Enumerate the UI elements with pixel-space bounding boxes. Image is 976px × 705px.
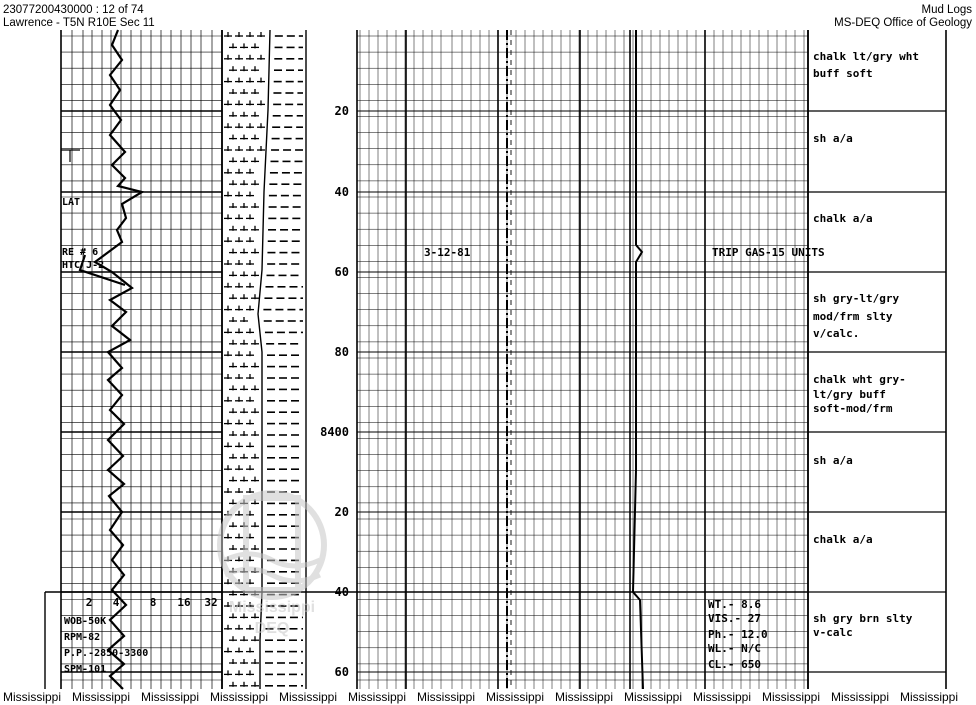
footer-watermark-word: Mississippi — [486, 690, 545, 704]
depth-label: 60 — [334, 665, 349, 679]
lithology-description: buff soft — [813, 67, 873, 80]
depth-label: 20 — [334, 104, 349, 118]
left-track-note: RE # 6 — [62, 247, 99, 258]
footer-watermark-word: Mississippi — [210, 690, 269, 704]
header-right-line1: Mud Logs — [921, 4, 972, 16]
left-track-note: LAT — [62, 197, 81, 208]
depth-label: 40 — [334, 585, 349, 599]
footer-watermark-word: Mississippi — [348, 690, 407, 704]
drill-scale-label: 4 — [112, 596, 120, 609]
lithology-description: sh a/a — [813, 132, 853, 145]
left-track-grid — [61, 30, 222, 689]
depth-label: 8400 — [320, 425, 349, 439]
footer-watermark-word: Mississippi — [624, 690, 683, 704]
drill-parameter: RPM-82 — [64, 632, 101, 643]
footer-watermark-word: Mississippi — [762, 690, 821, 704]
footer-watermark-word: Mississippi — [831, 690, 890, 704]
footer-watermark-word: Mississippi — [72, 690, 131, 704]
date-note: 3-12-81 — [424, 246, 471, 259]
depth-label: 20 — [334, 505, 349, 519]
mud-property: Ph.- 12.0 — [708, 628, 768, 641]
watermark-text: DEQ — [254, 620, 290, 637]
header-right-line2: MS-DEQ Office of Geology — [834, 17, 972, 29]
lithology-description-column — [808, 30, 946, 689]
footer-watermark-word: Mississippi — [3, 690, 62, 704]
lithology-description: mod/frm slty — [813, 310, 893, 323]
header-left-line1: 23077200430000 : 12 of 74 — [3, 4, 144, 16]
drill-scale-label: 8 — [149, 596, 157, 609]
lithology-description: chalk wht gry- — [813, 373, 906, 386]
drill-scale-label: 16 — [177, 596, 191, 609]
drill-scale-label: 2 — [85, 596, 93, 609]
log-curves — [80, 30, 643, 689]
footer-watermark-word: Mississippi — [900, 690, 959, 704]
footer-watermark-word: Mississippi — [693, 690, 752, 704]
mud-property: WT.- 8.6 — [708, 598, 761, 611]
header-left-line2: Lawrence - T5N R10E Sec 11 — [3, 17, 155, 29]
mud-property: VIS.- 27 — [708, 612, 761, 625]
footer-watermark-word: Mississippi — [279, 690, 338, 704]
lithology-description: chalk a/a — [813, 212, 873, 225]
watermark-text: Mississippi — [228, 599, 316, 616]
drill-parameter: WOB-50K — [64, 616, 107, 627]
mud-property: CL.- 650 — [708, 658, 761, 671]
lithology-description: lt/gry buff — [813, 388, 886, 401]
lithology-description: v/calc. — [813, 327, 860, 340]
depth-label: 60 — [334, 265, 349, 279]
depth-label: 80 — [334, 345, 349, 359]
drill-scale-label: 32 — [204, 596, 218, 609]
lithology-description: chalk a/a — [813, 533, 873, 546]
lithology-description: v-calc — [813, 626, 853, 639]
depth-label: 40 — [334, 185, 349, 199]
drill-parameter: SPM-101 — [64, 664, 107, 675]
footer-watermark-word: Mississippi — [555, 690, 614, 704]
log-annotations — [45, 28, 825, 689]
lithology-description: sh gry brn slty — [813, 612, 913, 625]
left-track-note: HTC J-2 — [62, 260, 105, 271]
lithology-description: sh a/a — [813, 454, 853, 467]
trip-gas-note: TRIP GAS-15 UNITS — [712, 246, 825, 259]
footer-watermark-strip — [0, 689, 976, 705]
footer-watermark-word: Mississippi — [141, 690, 200, 704]
footer-watermark-word: Mississippi — [417, 690, 476, 704]
lithology-description: soft-mod/frm — [813, 402, 893, 415]
lithology-description: chalk lt/gry wht — [813, 50, 919, 63]
mud-property: WL.- N/C — [708, 642, 761, 655]
drill-parameter: P.P.-2850-3300 — [64, 648, 149, 659]
lithology-description: sh gry-lt/gry — [813, 292, 900, 305]
rate-of-penetration-curve — [633, 30, 643, 689]
right-track-grid — [45, 30, 808, 689]
